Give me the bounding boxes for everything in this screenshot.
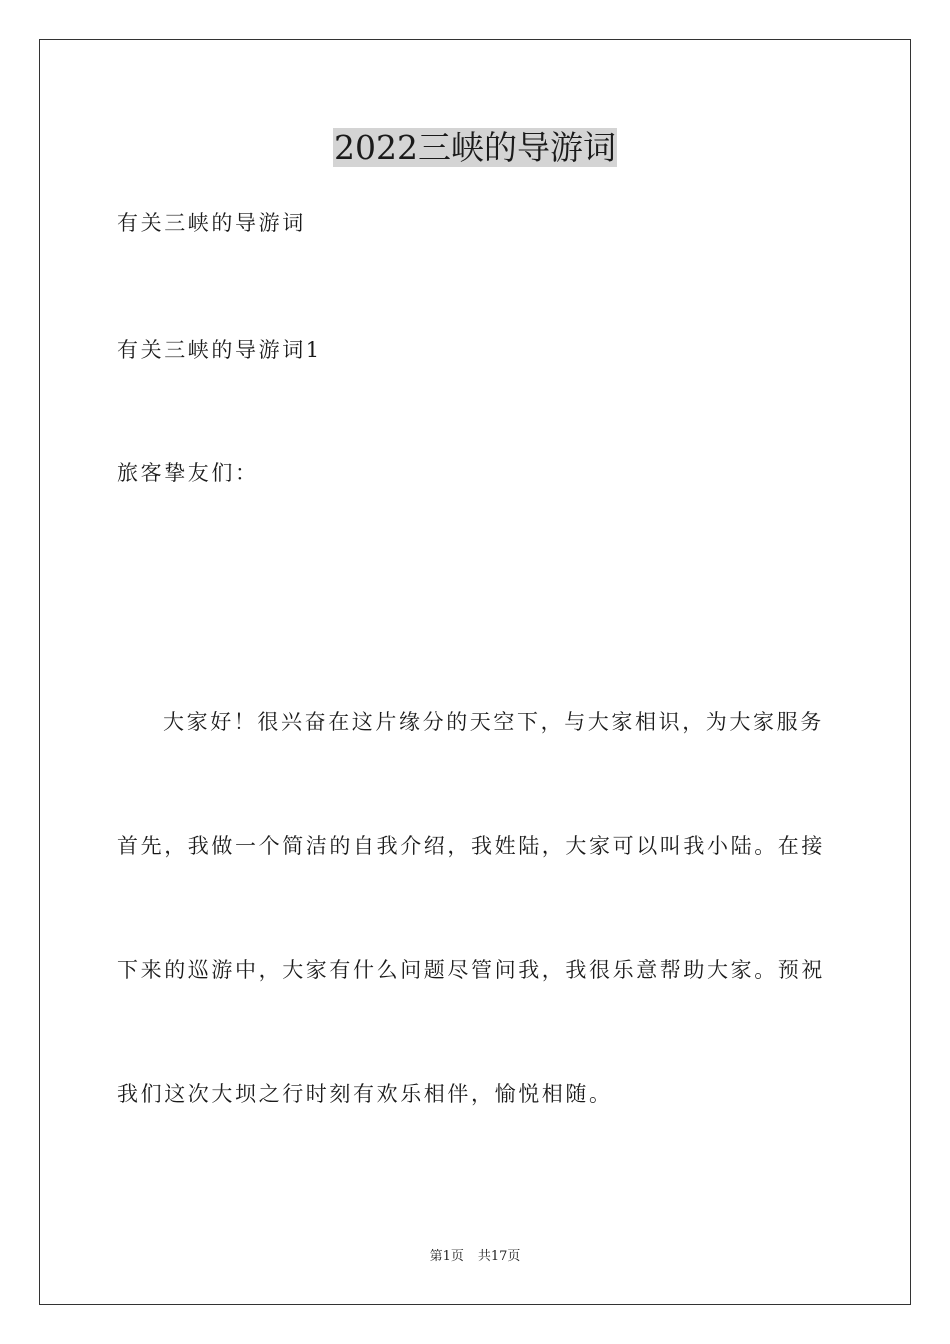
page-number: 第1页 bbox=[429, 1249, 464, 1264]
body-paragraph-line: 下来的巡游中，大家有什么问题尽管问我，我很乐意帮助大家。预祝 bbox=[117, 958, 825, 982]
body-paragraph-line: 首先，我做一个简洁的自我介绍，我姓陆，大家可以叫我小陆。在接 bbox=[117, 834, 825, 858]
greeting-line: 旅客挚友们： bbox=[117, 461, 259, 485]
body-paragraph-line: 我们这次大坝之行时刻有欢乐相伴，愉悦相随。 bbox=[117, 1082, 613, 1106]
subtitle-line: 有关三峡的导游词 bbox=[117, 211, 306, 235]
section-heading: 有关三峡的导游词1 bbox=[117, 338, 322, 362]
document-title bbox=[0, 128, 950, 168]
page-footer bbox=[0, 1248, 950, 1266]
document-title-text: 2022三峡的导游词 bbox=[334, 128, 616, 167]
body-paragraph-line: 大家好！很兴奋在这片缘分的天空下，与大家相识，为大家服务 bbox=[163, 710, 824, 734]
page-total: 共17页 bbox=[477, 1249, 521, 1264]
